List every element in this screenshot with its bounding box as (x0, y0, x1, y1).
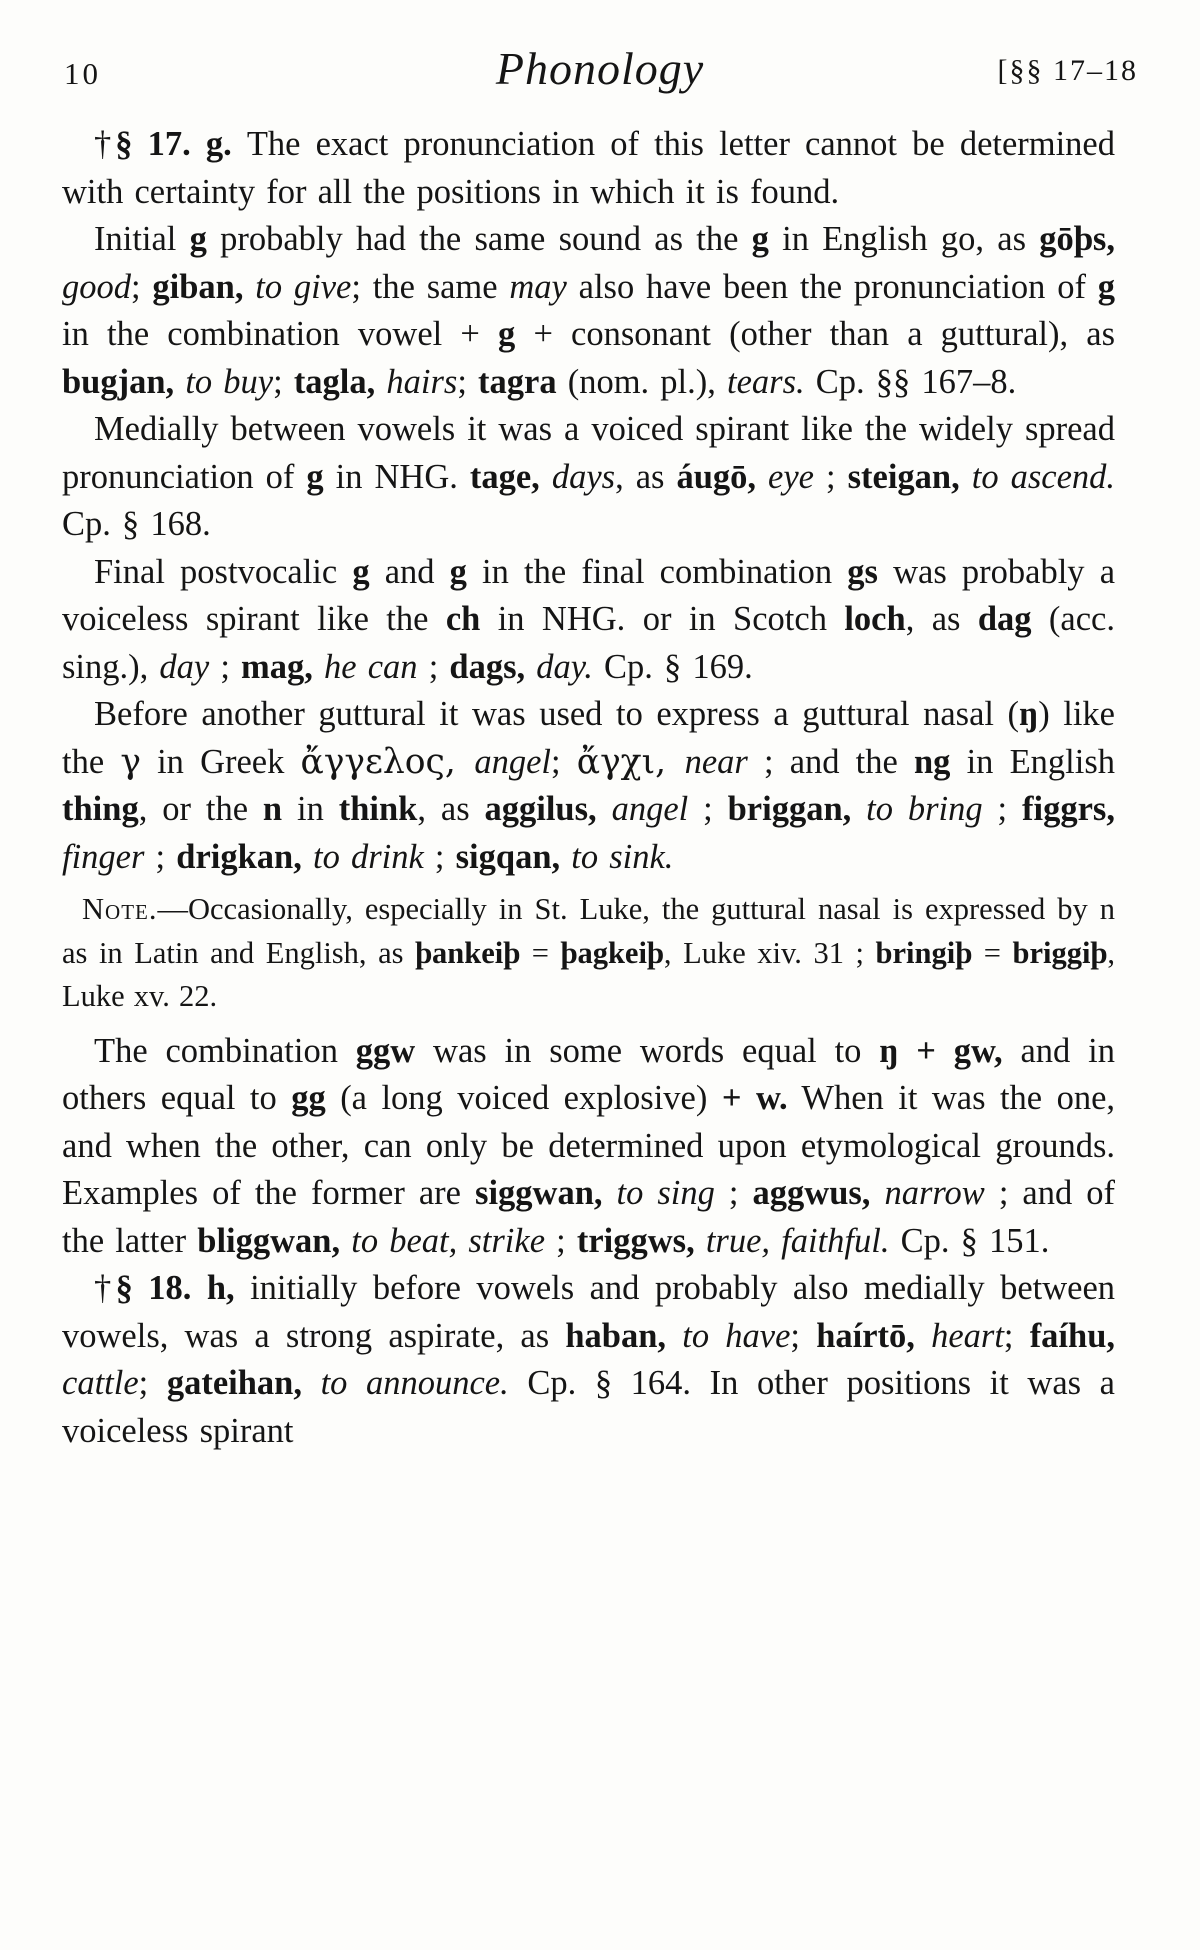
gothic-term: g (189, 220, 207, 258)
gloss-italic: to buy (185, 362, 274, 401)
text-run: † (94, 1269, 116, 1307)
text-run: Initial (94, 220, 190, 258)
gloss-italic: narrow (884, 1174, 985, 1212)
text-run: was in some words equal to (415, 1031, 880, 1070)
gloss-italic: tears. (727, 362, 805, 401)
text-run: ; (138, 1364, 167, 1402)
gloss-italic: to drink (312, 837, 424, 876)
gothic-term: tage, (469, 457, 552, 496)
gothic-term: g (306, 457, 324, 496)
text-run: The combination (94, 1031, 356, 1070)
gothic-term: g (1097, 267, 1115, 306)
gothic-term: loch (844, 600, 906, 638)
gothic-term: siggwan, (475, 1174, 617, 1212)
text-run: ; (545, 1221, 577, 1260)
gloss-italic: may (509, 267, 567, 306)
text-run: in English (950, 742, 1115, 781)
gothic-term: aggilus, (484, 790, 612, 828)
gothic-term: ng (914, 742, 951, 781)
text-run: = (972, 935, 1013, 970)
gloss-italic: day. (536, 647, 593, 686)
gloss-italic: eye (768, 457, 814, 496)
text-run: ; (982, 790, 1023, 828)
text-run: (nom. pl.), (556, 362, 728, 401)
gloss-italic: good (62, 267, 131, 306)
gothic-term: gateihan, (166, 1364, 321, 1402)
text-run: Cp. § 169. (592, 647, 753, 686)
greek-term: γ (120, 741, 141, 782)
text-run: was probably a voiceless spirant like the (62, 552, 1116, 638)
text-run: Cp. §§ 167–8. (804, 362, 1017, 401)
gothic-term: gg (291, 1079, 326, 1117)
gothic-term: mag, (241, 647, 325, 686)
text-run: ; and the (747, 742, 914, 781)
gothic-term: steigan, (847, 457, 972, 496)
text-run: probably had the same sound as the (206, 220, 752, 258)
gloss-italic: heart (931, 1316, 1004, 1355)
text-run: ; (423, 837, 456, 876)
para-18-h (62, 1265, 1115, 1455)
gothic-term: g (449, 552, 467, 591)
gloss-italic: to bring (866, 790, 983, 828)
text-run: in Greek (140, 742, 301, 781)
text-run: ; (131, 267, 153, 306)
page-title: Phonology (495, 43, 705, 94)
gothic-term: áugō, (676, 457, 769, 496)
gothic-term: giban, (152, 267, 256, 306)
gothic-term: faíhu, (1029, 1316, 1116, 1355)
text-run: and in others equal to (62, 1031, 1115, 1117)
gothic-term: bugjan, (62, 362, 186, 401)
gothic-term: dags, (449, 647, 537, 686)
gloss-italic: cattle (62, 1364, 139, 1402)
para-note (62, 888, 1115, 1019)
gothic-term: gs (847, 552, 878, 591)
text-run: (a long voiced explosive) (325, 1079, 722, 1117)
gothic-term: triggws, (576, 1221, 706, 1260)
gloss-italic: to beat, strike (351, 1221, 546, 1260)
gothic-term: haírtō, (816, 1316, 932, 1355)
text-run: ; (551, 742, 577, 781)
text-run: Medially between vowels it was a voiced spirant like the widely spread pronunciation of (62, 410, 1115, 496)
page-number: 10 (64, 56, 101, 91)
text-run: ; (1003, 1316, 1030, 1355)
text-run: ; (273, 362, 294, 401)
text-run: ; the same (351, 267, 510, 306)
text-run: in NHG. (323, 457, 470, 496)
gothic-term: § 17. g. (115, 125, 247, 163)
gloss-italic: true, faithful. (705, 1221, 890, 1260)
running-header (62, 42, 1138, 102)
gothic-term: drigkan, (176, 837, 313, 876)
text-run: ; (457, 362, 479, 401)
text-run: , Luke xiv. 31 ; (663, 935, 876, 970)
note-label: Note. (82, 892, 158, 926)
gloss-italic: to sing (616, 1174, 715, 1212)
gloss-italic: near (684, 742, 748, 781)
text-run: ; and of the latter (62, 1174, 1115, 1260)
gothic-term: briggan, (727, 790, 867, 828)
gothic-term: gōþs, (1039, 220, 1115, 258)
gloss-italic: angel (611, 790, 689, 828)
gothic-term: § 18. h, (115, 1269, 235, 1307)
text-body (62, 121, 1115, 1455)
greek-term: ἄγχι, (576, 741, 685, 782)
para-medial-g (62, 406, 1115, 549)
text-run: Final postvocalic (94, 552, 353, 591)
text-run: ; (813, 457, 848, 496)
text-run: Before another guttural it was used to express a guttural nasal ( (94, 695, 1020, 733)
text-run: Cp. § 168. (62, 505, 211, 543)
text-run: in the combination vowel + (62, 315, 499, 353)
gothic-term: ch (445, 600, 481, 638)
gothic-term: n (262, 790, 283, 828)
gothic-term: bliggwan, (197, 1221, 352, 1260)
gloss-italic: days (551, 457, 616, 496)
text-run: in NHG. or in Scotch (480, 600, 845, 638)
gloss-italic: he can (324, 647, 418, 686)
text-run: initially before vowels and probably also medially between vowels, was a strong aspirate, as (62, 1269, 1116, 1355)
text-run: and (369, 552, 450, 591)
text-run: , or the (138, 790, 263, 828)
greek-term: ἄγγελος, (300, 741, 475, 782)
text-run: ; (417, 647, 450, 686)
para-ggw (62, 1028, 1115, 1266)
gothic-term: þagkeiþ (560, 935, 664, 970)
gloss-italic: to ascend. (971, 457, 1116, 496)
gothic-term: bringiþ (875, 935, 973, 970)
gothic-term: ŋ + gw, (879, 1031, 1003, 1070)
gloss-italic: to sink. (571, 837, 674, 876)
gloss-italic: hairs (386, 362, 458, 401)
text-run: ; (714, 1174, 753, 1212)
gothic-term: aggwus, (752, 1174, 885, 1212)
gothic-term: g (751, 220, 769, 258)
gothic-term: ŋ (1019, 695, 1039, 733)
gloss-italic: angel (474, 742, 552, 781)
gloss-italic: day (159, 647, 210, 686)
text-run: Cp. § 164. In other positions it was a voiceless spirant (62, 1364, 1115, 1450)
text-run: The exact pronunciation of this letter cannot be determined with certainty for all the positions in which it is found. (62, 125, 1115, 211)
text-run: † (94, 125, 116, 163)
text-run: ) like the (62, 695, 1115, 781)
gothic-term: g (352, 552, 370, 591)
para-final-g (62, 549, 1115, 692)
gothic-term: þankeiþ (415, 935, 521, 970)
text-run: —Occasionally, especially in St. Luke, the guttural nasal is expressed by n as in Latin and English, as (62, 892, 1115, 970)
text-run: also have been the pronunciation of (566, 267, 1098, 306)
text-run: in English go, as (768, 220, 1040, 258)
gloss-italic: to give (255, 267, 352, 306)
para-initial-g (62, 216, 1115, 406)
gothic-term: dag (977, 600, 1032, 638)
gothic-term: + w. (721, 1079, 788, 1117)
text-run: in the final combination (466, 552, 848, 591)
text-run: (acc. sing.), (62, 600, 1115, 686)
gothic-term: ggw (355, 1031, 416, 1070)
para-17-intro (62, 121, 1115, 216)
text-run: , as (615, 457, 677, 496)
text-run: , Luke xv. 22. (62, 935, 1116, 1013)
gothic-term: sigqan, (455, 837, 572, 876)
text-run: = (520, 935, 561, 970)
gloss-italic: to announce. (320, 1364, 509, 1402)
gloss-italic: to have (682, 1316, 791, 1355)
text-run: ; (688, 790, 728, 828)
para-guttural-nasal (62, 691, 1115, 881)
text-run: , as (905, 600, 978, 638)
gothic-term: tagla, (293, 362, 387, 401)
gothic-term: thing (62, 790, 139, 828)
text-run: , as (417, 790, 485, 828)
text-run: Cp. § 151. (889, 1221, 1050, 1260)
text-run: in (282, 790, 339, 828)
section-range: [§§ 17–18 (997, 54, 1138, 87)
gothic-term: haban, (565, 1316, 683, 1355)
gothic-term: briggiþ (1012, 935, 1108, 970)
gloss-italic: finger (62, 837, 145, 876)
gothic-term: figgrs, (1022, 790, 1115, 828)
gothic-term: tagra (478, 362, 557, 401)
text-run: ; (790, 1316, 817, 1355)
gothic-term: g (498, 315, 516, 353)
gothic-term: think (338, 790, 418, 828)
text-run: ; (209, 647, 242, 686)
text-run: + consonant (other than a guttural), as (515, 315, 1115, 353)
text-run: When it was the one, and when the other, can only be determined upon etymological grounds. Examples of the former are (62, 1079, 1116, 1212)
text-run: ; (144, 837, 177, 876)
